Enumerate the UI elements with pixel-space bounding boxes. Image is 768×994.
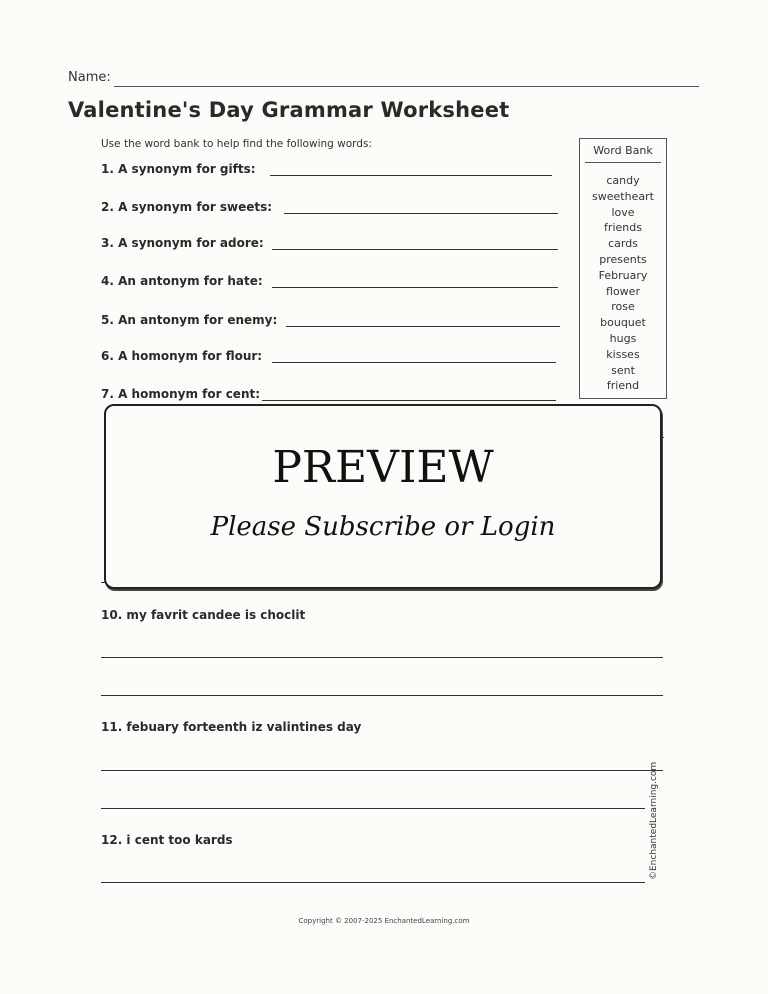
question-1: 1. A synonym for gifts: (101, 162, 256, 176)
word-bank-item: candy (606, 174, 640, 187)
side-watermark-text: ©EnchantedLearning.com (649, 761, 659, 880)
word-bank-item: love (611, 205, 635, 219)
word-bank-list (580, 173, 666, 394)
correction-line-12a (101, 882, 645, 883)
subscribe-login-prompt[interactable]: Please Subscribe or Login (210, 512, 556, 542)
preview-title: PREVIEW (272, 442, 494, 493)
question-4: 4. An antonym for hate: (101, 274, 263, 288)
correction-line-11a (101, 770, 663, 771)
word-bank-divider (585, 162, 661, 163)
answer-line-6 (272, 362, 556, 363)
word-bank-item: friend (606, 379, 640, 393)
question-6: 6. A homonym for flour: (101, 349, 263, 363)
word-bank-item: hugs (609, 331, 637, 345)
word-bank-title: Word Bank (593, 144, 653, 157)
sentence-11: 11. febuary forteenth iz valintines day (101, 720, 362, 734)
word-bank-item: cards (608, 237, 638, 251)
sentence-10: 10. my favrit candee is choclit (101, 608, 306, 622)
word-bank-item: flower (606, 284, 640, 298)
word-bank-item: sent (611, 363, 635, 377)
word-bank-item: presents (599, 252, 647, 266)
answer-line-2 (284, 213, 558, 214)
question-5: 5. An antonym for enemy: (101, 313, 278, 327)
sentence-12: 12. i cent too kards (101, 833, 233, 847)
answer-line-4 (272, 287, 558, 288)
instructions: Use the word bank to help find the following words: (101, 138, 372, 150)
question-3: 3. A synonym for adore: (101, 236, 264, 250)
answer-line-7 (262, 400, 556, 401)
word-bank-item: sweetheart (592, 189, 654, 203)
answer-line-5 (286, 326, 560, 327)
correction-line-10a (101, 657, 663, 658)
answer-line-3 (272, 249, 558, 250)
question-2: 2. A synonym for sweets: (101, 200, 273, 214)
correction-line-10b (101, 695, 663, 696)
name-label: Name: (68, 70, 111, 85)
answer-line-1 (270, 175, 552, 176)
word-bank (579, 138, 667, 399)
word-bank-item: bouquet (600, 316, 646, 330)
worksheet-title: Valentine's Day Grammar Worksheet (68, 98, 510, 122)
question-7: 7. A homonym for cent: (101, 387, 261, 401)
correction-line-11b (101, 808, 645, 809)
name-line (114, 86, 699, 87)
word-bank-item: rose (611, 300, 635, 314)
preview-overlay[interactable] (104, 404, 662, 589)
word-bank-item: kisses (606, 347, 640, 361)
word-bank-item: friends (604, 221, 642, 235)
word-bank-item: February (598, 268, 648, 282)
copyright-footer: Copyright © 2007-2025 EnchantedLearning.com (298, 917, 470, 925)
